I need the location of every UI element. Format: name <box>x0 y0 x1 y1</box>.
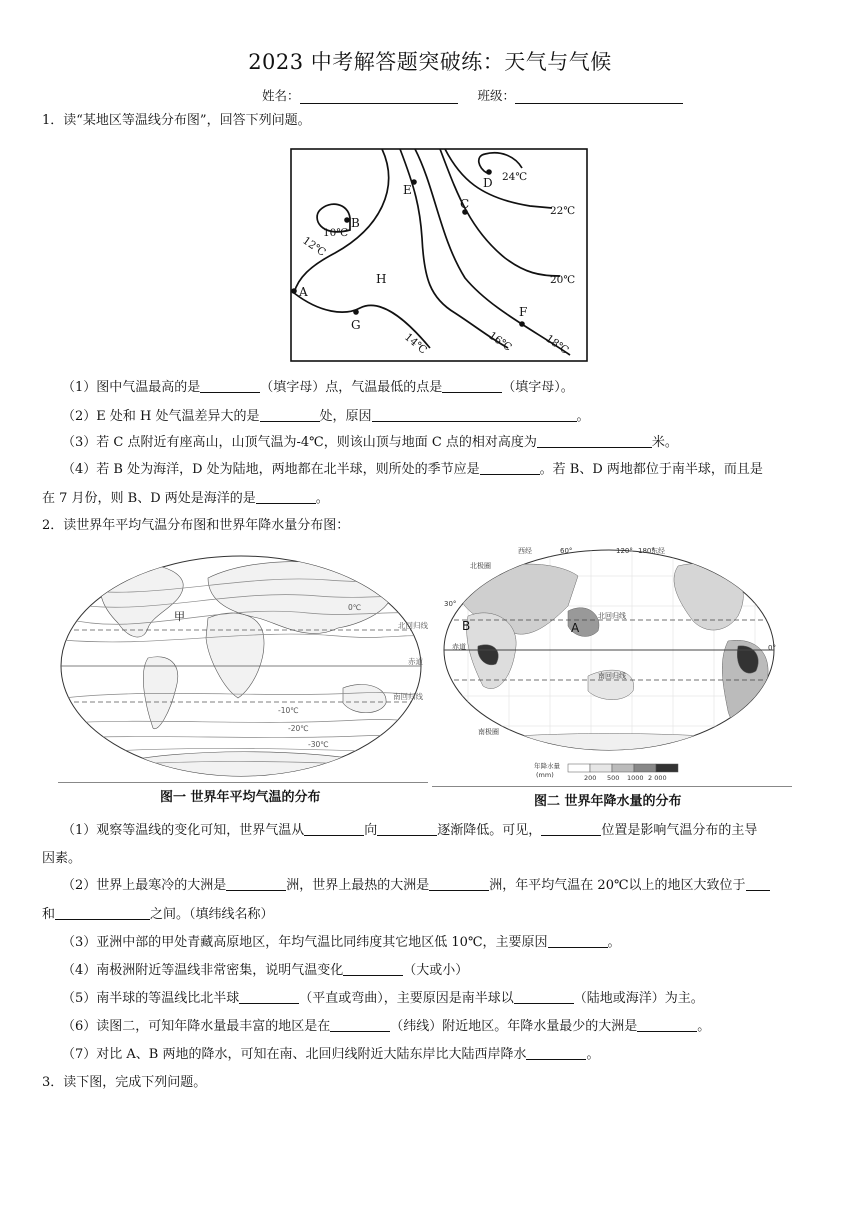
q1-s2-blank1[interactable] <box>260 408 320 422</box>
q2-s1-blank2[interactable] <box>377 822 437 836</box>
legend-value-2000: 2 000 <box>648 774 667 782</box>
m2-label-180: 180° <box>638 547 655 555</box>
name-class-bar <box>262 86 683 104</box>
q2-s2-line2: 和 之间。（填纬线名称） <box>42 907 274 922</box>
q1-s4-line1: （4）若 B 处为海洋，D 处为陆地，两地都在北半球，则所处的季节应是 。若 B、D 两地都位于南半球，而且是 <box>62 462 763 477</box>
m2-label-30n: 30° <box>444 600 457 608</box>
q2-s4: （4）南极洲附近等温线非常密集，说明气温变化 （大或小） <box>62 963 469 978</box>
q1-stem: 1．读“某地区等温线分布图”，回答下列问题。 <box>42 113 311 128</box>
q1-s4-blank1[interactable] <box>480 461 540 475</box>
label-h: H <box>376 272 387 286</box>
m2-label-arctic: 北极圈 <box>470 562 491 570</box>
point-b <box>344 217 350 223</box>
q2-s1-blank1[interactable] <box>304 822 364 836</box>
world-temperature-map <box>58 548 428 784</box>
point-f <box>519 321 525 327</box>
m2-label-tropic-n: 北回归线 <box>598 612 626 620</box>
q2-s6-blank2[interactable] <box>637 1018 697 1032</box>
q2-s1-blank3[interactable] <box>541 822 601 836</box>
q1-s3: （3）若 C 点附近有座高山，山顶气温为-4℃，则该山顶与地面 C 点的相对高度为 米。 <box>62 435 678 450</box>
m2-label-b: B <box>462 619 471 633</box>
m2-label-120: 120° <box>616 547 633 555</box>
label-d: D <box>483 176 493 190</box>
iso-label-24: 24℃ <box>502 171 528 183</box>
q1-s1-blank2[interactable] <box>442 379 502 393</box>
q2-s2-blank2[interactable] <box>429 877 489 891</box>
m2-label-east: 东经 <box>651 547 665 555</box>
legend-title: 年降水量 <box>534 762 560 770</box>
q3-stem: 3．读下图，完成下列问题。 <box>42 1075 207 1090</box>
m2-label-west: 西经 <box>518 547 532 555</box>
map1-caption: 图一 世界年平均气温的分布 <box>160 790 321 805</box>
q2-s2-blank1[interactable] <box>226 877 286 891</box>
precip-legend <box>534 761 678 782</box>
m1-label-0c: 0℃ <box>348 603 362 612</box>
label-c: C <box>460 197 470 211</box>
point-e <box>411 179 417 185</box>
q2-s1-line1: （1）观察等温线的变化可知，世界气温从 向 逐渐降低。可见， 位置是影响气温分布的主导 <box>62 823 758 838</box>
isotherm-map <box>290 148 590 362</box>
q2-s4-blank[interactable] <box>343 962 403 976</box>
iso-label-16: 16℃ <box>486 329 514 354</box>
point-g <box>353 309 359 315</box>
point-a <box>291 288 297 294</box>
legend-value-200: 200 <box>584 774 597 782</box>
map2-caption: 图二 世界年降水量的分布 <box>534 794 682 809</box>
q1-s4-line2: 在 7 月份，则 B、D 两处是海洋的是 。 <box>42 491 329 506</box>
iso-label-14: 14℃ <box>402 331 430 357</box>
legend-value-500: 500 <box>607 774 620 782</box>
q2-s1-line2: 因素。 <box>42 851 82 866</box>
legend-value-1000: 1000 <box>627 774 644 782</box>
m2-label-0: 0° <box>768 644 776 652</box>
m1-label-10c: -10℃ <box>278 706 299 715</box>
q2-s3: （3）亚洲中部的甲处青藏高原地区，年均气温比同纬度其它地区低 10℃，主要原因 。 <box>62 935 621 950</box>
m1-label-20c: -20℃ <box>288 724 309 733</box>
label-a: A <box>299 285 308 299</box>
m2-label-equator: 赤道 <box>452 643 466 651</box>
m1-label-30c: -30℃ <box>308 740 329 749</box>
q2-s5-blank2[interactable] <box>514 990 574 1004</box>
q2-s7: （7）对比 A、B 两地的降水，可知在南、北回归线附近大陆东岸比大陆西岸降水 。 <box>62 1047 600 1062</box>
q2-s6-blank1[interactable] <box>330 1018 390 1032</box>
q2-s6: （6）读图二，可知年降水量最丰富的地区是在 （纬线）附近地区。年降水量最少的大洲是 。 <box>62 1019 711 1034</box>
legend-unit: (mm) <box>536 771 554 779</box>
iso-label-12: 12℃ <box>300 234 328 259</box>
q1-s3-blank[interactable] <box>537 434 652 448</box>
q2-s5-blank1[interactable] <box>239 990 299 1004</box>
iso-label-20: 20℃ <box>550 274 576 286</box>
q1-s2-blank2[interactable] <box>372 408 577 422</box>
iso-label-10: 10℃ <box>323 227 349 239</box>
iso-label-22: 22℃ <box>550 205 576 217</box>
q2-s2-blank4[interactable] <box>55 906 150 920</box>
q2-stem: 2．读世界年平均气温分布图和世界年降水量分布图： <box>42 518 350 533</box>
world-precipitation-map <box>438 546 780 782</box>
map1-caption-rule <box>58 782 428 783</box>
name-blank[interactable] <box>300 89 458 104</box>
m1-label-tropic-n: 北回归线 <box>398 621 428 630</box>
label-f: F <box>519 305 528 319</box>
iso-label-18: 18℃ <box>543 332 571 357</box>
label-b: B <box>351 216 360 230</box>
map-frame <box>291 149 587 361</box>
q2-s5: （5）南半球的等温线比北半球 （平直或弯曲），主要原因是南半球以 （陆地或海洋）为主。 <box>62 991 704 1006</box>
m2-label-a: A <box>571 621 580 635</box>
q2-s2-line1: （2）世界上最寒冷的大洲是 洲，世界上最热的大洲是 洲，年平均气温在 20℃以上的地区大致位于 <box>62 877 770 895</box>
m2-label-60: 60° <box>560 547 573 555</box>
label-e: E <box>403 183 412 197</box>
m1-label-jia: 甲 <box>174 610 185 623</box>
q1-s2: （2）E 处和 H 处气温差异大的是 处，原因 。 <box>62 409 590 424</box>
name-label: 姓名： <box>262 88 300 103</box>
m2-label-tropic-s: 南回归线 <box>598 672 626 680</box>
q2-s7-blank[interactable] <box>526 1046 586 1060</box>
class-label: 班级： <box>477 88 515 103</box>
m2-label-antarctic: 南极圈 <box>478 728 499 736</box>
q2-s2-blank3[interactable] <box>746 877 770 891</box>
label-g: G <box>351 318 361 332</box>
page-title: 2023 中考解答题突破练：天气与气候 <box>248 50 612 74</box>
q1-s1: （1）图中气温最高的是 （填字母）点，气温最低的点是 （填字母）。 <box>62 380 574 395</box>
q1-s1-blank1[interactable] <box>200 379 260 393</box>
class-blank[interactable] <box>515 89 683 104</box>
q1-s4-blank2[interactable] <box>256 490 316 504</box>
point-d <box>486 169 492 175</box>
m1-label-equator: 赤道 <box>408 657 423 666</box>
map2-caption-rule <box>432 786 792 787</box>
m1-label-tropic-s: 南回归线 <box>393 692 423 701</box>
q2-s3-blank[interactable] <box>548 934 608 948</box>
